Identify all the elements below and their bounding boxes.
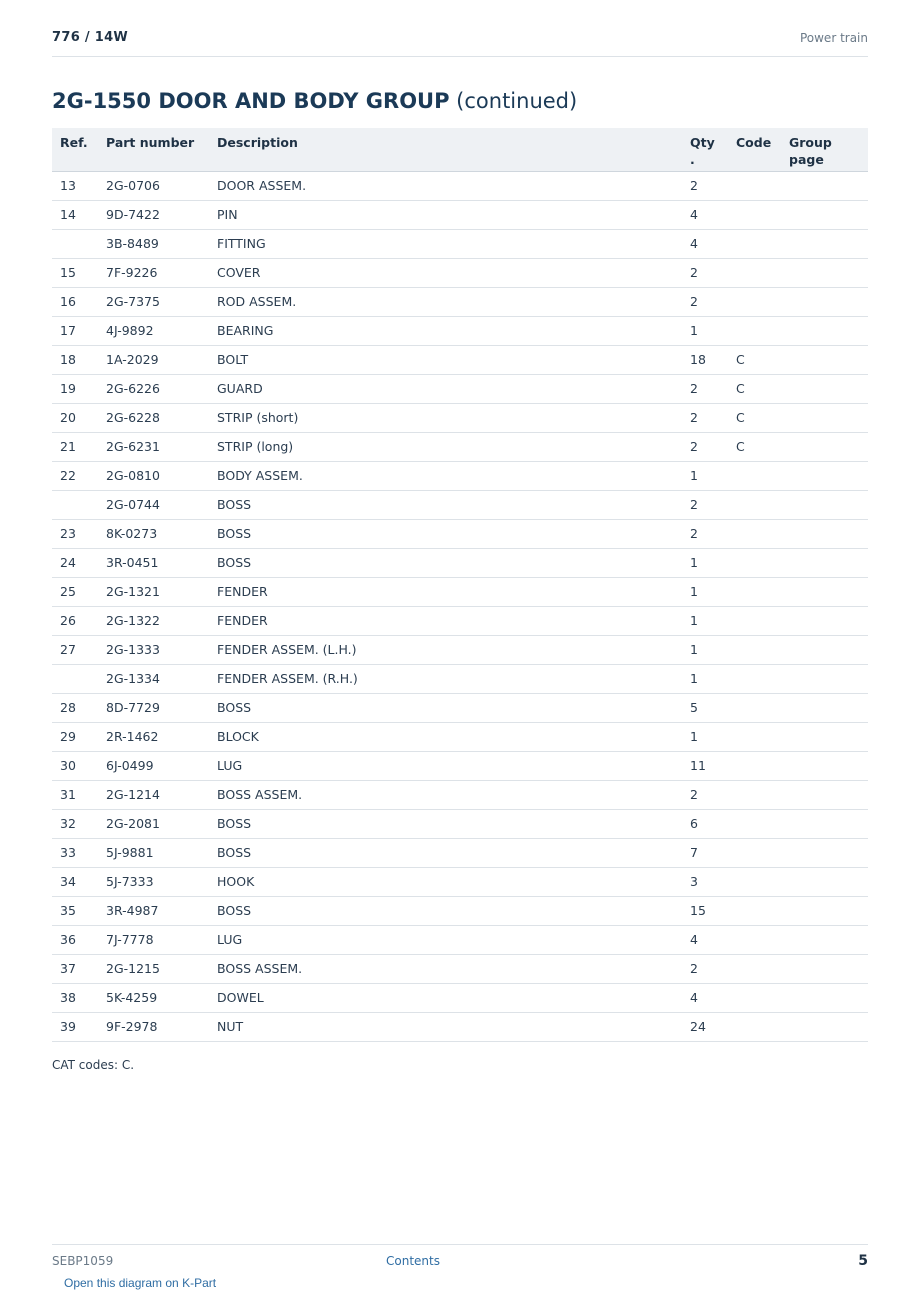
ref-cell (52, 664, 98, 693)
qty-cell: 24 (682, 1012, 728, 1041)
ref-cell: 33 (52, 838, 98, 867)
group-page-cell (781, 983, 868, 1012)
qty-cell: 2 (682, 258, 728, 287)
qty-cell: 2 (682, 171, 728, 200)
qty-cell: 5 (682, 693, 728, 722)
group-page-cell (781, 258, 868, 287)
qty-cell: 2 (682, 519, 728, 548)
part-number-cell: 3B-8489 (98, 229, 209, 258)
group-page-cell (781, 519, 868, 548)
group-page-cell (781, 954, 868, 983)
group-page-cell (781, 374, 868, 403)
section-label: Power train (799, 31, 868, 45)
description-cell: BOLT (209, 345, 682, 374)
qty-cell: 18 (682, 345, 728, 374)
ref-cell: 34 (52, 867, 98, 896)
part-number-cell: 2G-1215 (98, 954, 209, 983)
table-row (52, 838, 868, 867)
qty-cell: 1 (682, 461, 728, 490)
ref-cell: 26 (52, 606, 98, 635)
group-page-cell (781, 229, 868, 258)
contents-link[interactable]: Contents (386, 1254, 440, 1268)
qty-cell: 2 (682, 287, 728, 316)
part-number-cell: 9D-7422 (98, 200, 209, 229)
table-row (52, 316, 868, 345)
part-number-cell: 2R-1462 (98, 722, 209, 751)
table-row (52, 490, 868, 519)
col-header-part-number (98, 128, 209, 171)
ref-cell: 35 (52, 896, 98, 925)
code-cell (728, 606, 781, 635)
description-cell: BLOCK (209, 722, 682, 751)
description-cell: LUG (209, 751, 682, 780)
col-header-label: Part number (106, 135, 195, 150)
part-number-cell: 6J-0499 (98, 751, 209, 780)
code-cell (728, 722, 781, 751)
table-row (52, 287, 868, 316)
table-row (52, 954, 868, 983)
page-header (52, 28, 868, 57)
part-number-cell: 7F-9226 (98, 258, 209, 287)
qty-cell: 1 (682, 664, 728, 693)
table-row (52, 896, 868, 925)
table-row (52, 693, 868, 722)
group-page-cell (781, 316, 868, 345)
description-cell: FENDER (209, 606, 682, 635)
description-cell: DOWEL (209, 983, 682, 1012)
ref-cell: 27 (52, 635, 98, 664)
qty-cell: 4 (682, 983, 728, 1012)
ref-cell: 30 (52, 751, 98, 780)
qty-cell: 4 (682, 925, 728, 954)
code-cell: C (728, 374, 781, 403)
group-page-cell (781, 1012, 868, 1041)
col-header-qty (682, 128, 728, 171)
description-cell: COVER (209, 258, 682, 287)
ref-cell (52, 229, 98, 258)
group-page-cell (781, 490, 868, 519)
code-cell (728, 751, 781, 780)
code-cell (728, 258, 781, 287)
group-page-cell (781, 403, 868, 432)
qty-cell: 15 (682, 896, 728, 925)
code-cell (728, 519, 781, 548)
description-cell: FENDER (209, 577, 682, 606)
ref-cell: 19 (52, 374, 98, 403)
description-cell: PIN (209, 200, 682, 229)
qty-cell: 2 (682, 954, 728, 983)
table-row (52, 606, 868, 635)
table-row (52, 258, 868, 287)
table-row (52, 229, 868, 258)
part-number-cell: 2G-1334 (98, 664, 209, 693)
code-cell (728, 200, 781, 229)
code-cell (728, 229, 781, 258)
description-cell: GUARD (209, 374, 682, 403)
table-row (52, 664, 868, 693)
part-number-cell: 4J-9892 (98, 316, 209, 345)
group-page-cell (781, 751, 868, 780)
part-number-cell: 3R-4987 (98, 896, 209, 925)
page-number: 5 (858, 1253, 868, 1269)
table-row (52, 345, 868, 374)
table-row (52, 722, 868, 751)
qty-cell: 11 (682, 751, 728, 780)
qty-cell: 3 (682, 867, 728, 896)
ref-cell: 32 (52, 809, 98, 838)
col-header-ref (52, 128, 98, 171)
part-number-cell: 2G-0810 (98, 461, 209, 490)
page-footer (52, 1244, 868, 1275)
group-title: 2G-1550 DOOR AND BODY GROUP (52, 89, 450, 113)
qty-cell: 6 (682, 809, 728, 838)
code-cell (728, 1012, 781, 1041)
group-page-cell (781, 780, 868, 809)
qty-cell: 2 (682, 403, 728, 432)
group-page-cell (781, 809, 868, 838)
table-row (52, 809, 868, 838)
description-cell: STRIP (short) (209, 403, 682, 432)
qty-cell: 1 (682, 548, 728, 577)
model-label: 776 / 14W (52, 30, 129, 45)
group-page-cell (781, 838, 868, 867)
code-cell (728, 461, 781, 490)
ref-cell: 31 (52, 780, 98, 809)
table-row (52, 461, 868, 490)
ref-cell: 29 (52, 722, 98, 751)
title-suffix: (continued) (449, 89, 578, 113)
code-cell (728, 635, 781, 664)
code-cell (728, 896, 781, 925)
description-cell: FENDER ASSEM. (L.H.) (209, 635, 682, 664)
qty-cell: 1 (682, 606, 728, 635)
table-row (52, 200, 868, 229)
table-row (52, 635, 868, 664)
code-cell (728, 548, 781, 577)
table-row (52, 548, 868, 577)
ref-cell: 37 (52, 954, 98, 983)
table-row (52, 867, 868, 896)
group-page-cell (781, 287, 868, 316)
qty-cell: 1 (682, 577, 728, 606)
code-cell (728, 693, 781, 722)
col-header-description (209, 128, 682, 171)
ref-cell: 22 (52, 461, 98, 490)
document-code: SEBP1059 (52, 1254, 114, 1268)
code-cell (728, 287, 781, 316)
group-page-cell (781, 200, 868, 229)
group-page-cell (781, 664, 868, 693)
part-number-cell: 2G-1333 (98, 635, 209, 664)
col-header-label: Group page (789, 135, 832, 167)
part-number-cell: 5J-7333 (98, 867, 209, 896)
qty-cell: 7 (682, 838, 728, 867)
code-cell (728, 925, 781, 954)
group-page-cell (781, 432, 868, 461)
group-page-cell (781, 896, 868, 925)
ref-cell: 38 (52, 983, 98, 1012)
col-header-label: Ref. (60, 135, 88, 150)
group-page-cell (781, 577, 868, 606)
ref-cell: 14 (52, 200, 98, 229)
code-cell: C (728, 403, 781, 432)
part-number-cell: 3R-0451 (98, 548, 209, 577)
description-cell: FITTING (209, 229, 682, 258)
description-cell: BOSS (209, 896, 682, 925)
ref-cell: 39 (52, 1012, 98, 1041)
description-cell: DOOR ASSEM. (209, 171, 682, 200)
ref-cell: 15 (52, 258, 98, 287)
part-number-cell: 2G-1322 (98, 606, 209, 635)
code-cell (728, 954, 781, 983)
code-cell (728, 780, 781, 809)
description-cell: FENDER ASSEM. (R.H.) (209, 664, 682, 693)
code-cell (728, 577, 781, 606)
kpart-link[interactable]: Open this diagram on K-Part (64, 1276, 217, 1290)
code-cell (728, 664, 781, 693)
code-cell (728, 809, 781, 838)
ref-cell: 21 (52, 432, 98, 461)
qty-cell: 4 (682, 200, 728, 229)
code-cell (728, 838, 781, 867)
part-number-cell: 2G-6231 (98, 432, 209, 461)
group-page-cell (781, 693, 868, 722)
ref-cell: 16 (52, 287, 98, 316)
col-header-label: Qty . (690, 135, 715, 167)
ref-cell: 25 (52, 577, 98, 606)
part-number-cell: 2G-1214 (98, 780, 209, 809)
description-cell: BOSS (209, 809, 682, 838)
code-cell: C (728, 345, 781, 374)
part-number-cell: 7J-7778 (98, 925, 209, 954)
table-row (52, 171, 868, 200)
part-number-cell: 2G-1321 (98, 577, 209, 606)
part-number-cell: 2G-2081 (98, 809, 209, 838)
ref-cell: 20 (52, 403, 98, 432)
qty-cell: 1 (682, 635, 728, 664)
table-header-row (52, 128, 868, 171)
qty-cell: 2 (682, 490, 728, 519)
ref-cell: 36 (52, 925, 98, 954)
description-cell: BOSS (209, 838, 682, 867)
col-header-label: Description (217, 135, 298, 150)
description-cell: LUG (209, 925, 682, 954)
group-page-cell (781, 461, 868, 490)
table-row (52, 1012, 868, 1041)
group-page-cell (781, 606, 868, 635)
part-number-cell: 8D-7729 (98, 693, 209, 722)
group-page-cell (781, 867, 868, 896)
code-cell: C (728, 432, 781, 461)
table-row (52, 925, 868, 954)
col-header-code (728, 128, 781, 171)
part-number-cell: 5J-9881 (98, 838, 209, 867)
part-number-cell: 9F-2978 (98, 1012, 209, 1041)
ref-cell: 28 (52, 693, 98, 722)
description-cell: BOSS (209, 490, 682, 519)
table-row (52, 374, 868, 403)
description-cell: STRIP (long) (209, 432, 682, 461)
code-cell (728, 867, 781, 896)
qty-cell: 4 (682, 229, 728, 258)
table-row (52, 780, 868, 809)
ref-cell (52, 490, 98, 519)
col-header-group-page (781, 128, 868, 171)
description-cell: BOSS ASSEM. (209, 954, 682, 983)
qty-cell: 2 (682, 432, 728, 461)
part-number-cell: 2G-6226 (98, 374, 209, 403)
description-cell: BODY ASSEM. (209, 461, 682, 490)
group-page-cell (781, 548, 868, 577)
ref-cell: 24 (52, 548, 98, 577)
part-number-cell: 2G-6228 (98, 403, 209, 432)
description-cell: BOSS ASSEM. (209, 780, 682, 809)
description-cell: BEARING (209, 316, 682, 345)
table-row (52, 751, 868, 780)
ref-cell: 23 (52, 519, 98, 548)
col-header-label: Code (736, 135, 772, 150)
page-title (52, 89, 577, 113)
group-page-cell (781, 925, 868, 954)
group-page-cell (781, 722, 868, 751)
qty-cell: 1 (682, 316, 728, 345)
part-number-cell: 8K-0273 (98, 519, 209, 548)
table-row (52, 983, 868, 1012)
table-row (52, 432, 868, 461)
description-cell: BOSS (209, 519, 682, 548)
ref-cell: 18 (52, 345, 98, 374)
description-cell: NUT (209, 1012, 682, 1041)
description-cell: HOOK (209, 867, 682, 896)
cat-codes-note: CAT codes: C. (52, 1058, 135, 1072)
qty-cell: 2 (682, 780, 728, 809)
code-cell (728, 983, 781, 1012)
part-number-cell: 1A-2029 (98, 345, 209, 374)
group-page-cell (781, 345, 868, 374)
part-number-cell: 2G-7375 (98, 287, 209, 316)
code-cell (728, 490, 781, 519)
parts-table-body (52, 171, 868, 1041)
ref-cell: 17 (52, 316, 98, 345)
qty-cell: 1 (682, 722, 728, 751)
description-cell: ROD ASSEM. (209, 287, 682, 316)
qty-cell: 2 (682, 374, 728, 403)
description-cell: BOSS (209, 548, 682, 577)
ref-cell: 13 (52, 171, 98, 200)
table-row (52, 519, 868, 548)
code-cell (728, 316, 781, 345)
group-page-cell (781, 635, 868, 664)
description-cell: BOSS (209, 693, 682, 722)
part-number-cell: 2G-0744 (98, 490, 209, 519)
parts-table (52, 128, 868, 1042)
group-page-cell (781, 171, 868, 200)
part-number-cell: 5K-4259 (98, 983, 209, 1012)
code-cell (728, 171, 781, 200)
table-row (52, 403, 868, 432)
table-row (52, 577, 868, 606)
part-number-cell: 2G-0706 (98, 171, 209, 200)
